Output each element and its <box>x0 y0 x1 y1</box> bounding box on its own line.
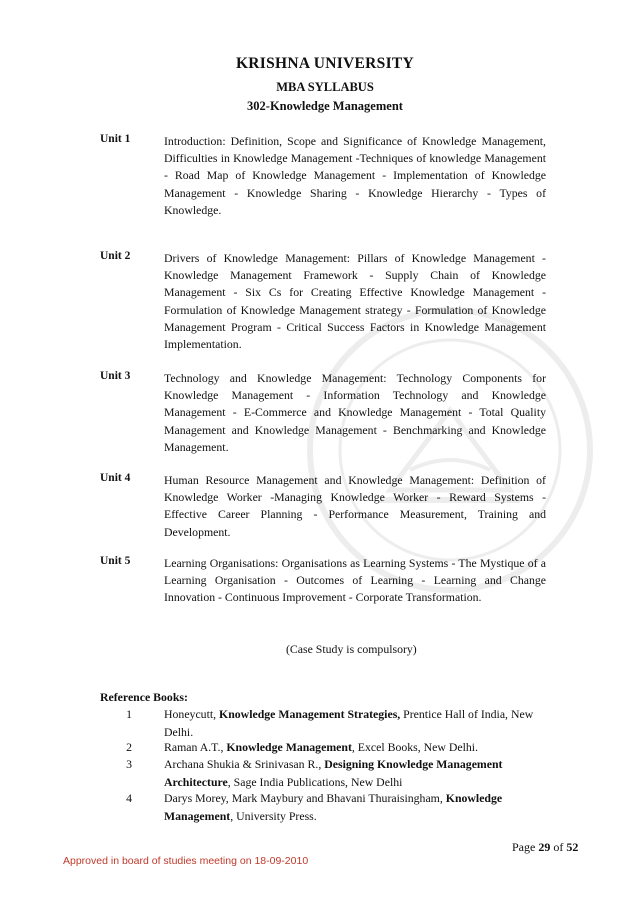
unit-description: Learning Organisations: Organisations as Learning Systems - The Mystique of a Learning Organisation - Outcomes of Learning - Learning and Change Innovation - Continuous Improvement - Corporate Transformation. <box>164 556 546 605</box>
unit-label: Unit 1 <box>100 133 131 145</box>
page-of: of <box>550 840 567 854</box>
unit-label: Unit 4 <box>100 472 131 484</box>
reference-author: Darys Morey, Mark Maybury and Bhavani Thuraisingham, <box>164 791 446 805</box>
case-study-note: (Case Study is compulsory) <box>286 642 417 656</box>
reference-number: 1 <box>126 707 132 721</box>
unit-description: Drivers of Knowledge Management: Pillars of Knowledge Management - Knowledge Management Framework - Supply Chain of Knowledge Management - Six Cs for Creating Effective Knowledge Management - Formulation of Knowledge Management strategy - Formulation of Knowledge Management Program - Critical Success Factors in Knowledge Management Implementation. <box>164 251 546 352</box>
reference-publisher: , Excel Books, New Delhi. <box>351 740 479 754</box>
unit-label: Unit 5 <box>100 555 131 567</box>
reference-text <box>164 756 550 791</box>
page-total: 52 <box>566 840 579 854</box>
reference-publisher: , Sage India Publications, New Delhi <box>227 774 403 789</box>
reference-text <box>164 790 550 825</box>
page-current: 29 <box>538 840 551 854</box>
references-title: Reference Books: <box>100 690 188 704</box>
program-title: MBA SYLLABUS <box>276 80 374 94</box>
reference-book-title: Knowledge Management <box>164 791 503 823</box>
reference-author: Archana Shukia & Srinivasan R., <box>164 757 325 771</box>
reference-number: 4 <box>126 791 132 805</box>
unit-description: Human Resource Management and Knowledge Management: Definition of Knowledge Worker -Managing Knowledge Worker - Reward Systems - Effective Career Planning - Performance Measurement, Training and Development. <box>164 473 546 539</box>
reference-number: 2 <box>126 740 132 754</box>
reference-text <box>164 706 550 741</box>
reference-number: 3 <box>126 757 132 771</box>
reference-author: Honeycutt, <box>164 707 220 721</box>
university-title: KRISHNA UNIVERSITY <box>235 55 415 72</box>
reference-book-title: Designing Knowledge Management Architecture <box>164 757 503 789</box>
reference-publisher: , University Press. <box>230 808 317 823</box>
page-number <box>512 840 578 855</box>
unit-description: Introduction: Definition, Scope and Significance of Knowledge Management, Difficulties in Knowledge Management -Techniques of knowledge Management - Road Map of Knowledge Management - Implementation of Knowledge Management - Knowledge Sharing - Knowledge Hierarchy - Types of Knowledge. <box>164 134 546 217</box>
reference-publisher: Prentice Hall of India, New Delhi. <box>164 707 534 739</box>
reference-text <box>164 739 550 757</box>
unit-description: Technology and Knowledge Management: Technology Components for Knowledge Management - Information Technology and Knowledge Management - E-Commerce and Knowledge Management - Total Quality Management and Knowledge Management - Benchmarking and Knowledge Management. <box>164 371 546 454</box>
approval-note: Approved in board of studies meeting on 18-09-2010 <box>63 855 309 867</box>
reference-author: Raman A.T., <box>164 740 227 754</box>
unit-label: Unit 3 <box>100 370 131 382</box>
reference-book-title: Knowledge Management Strategies, <box>219 707 401 721</box>
course-title: 302-Knowledge Management <box>247 99 403 113</box>
page-prefix: Page <box>512 840 539 854</box>
reference-book-title: Knowledge Management <box>226 740 352 754</box>
unit-label: Unit 2 <box>100 250 131 262</box>
